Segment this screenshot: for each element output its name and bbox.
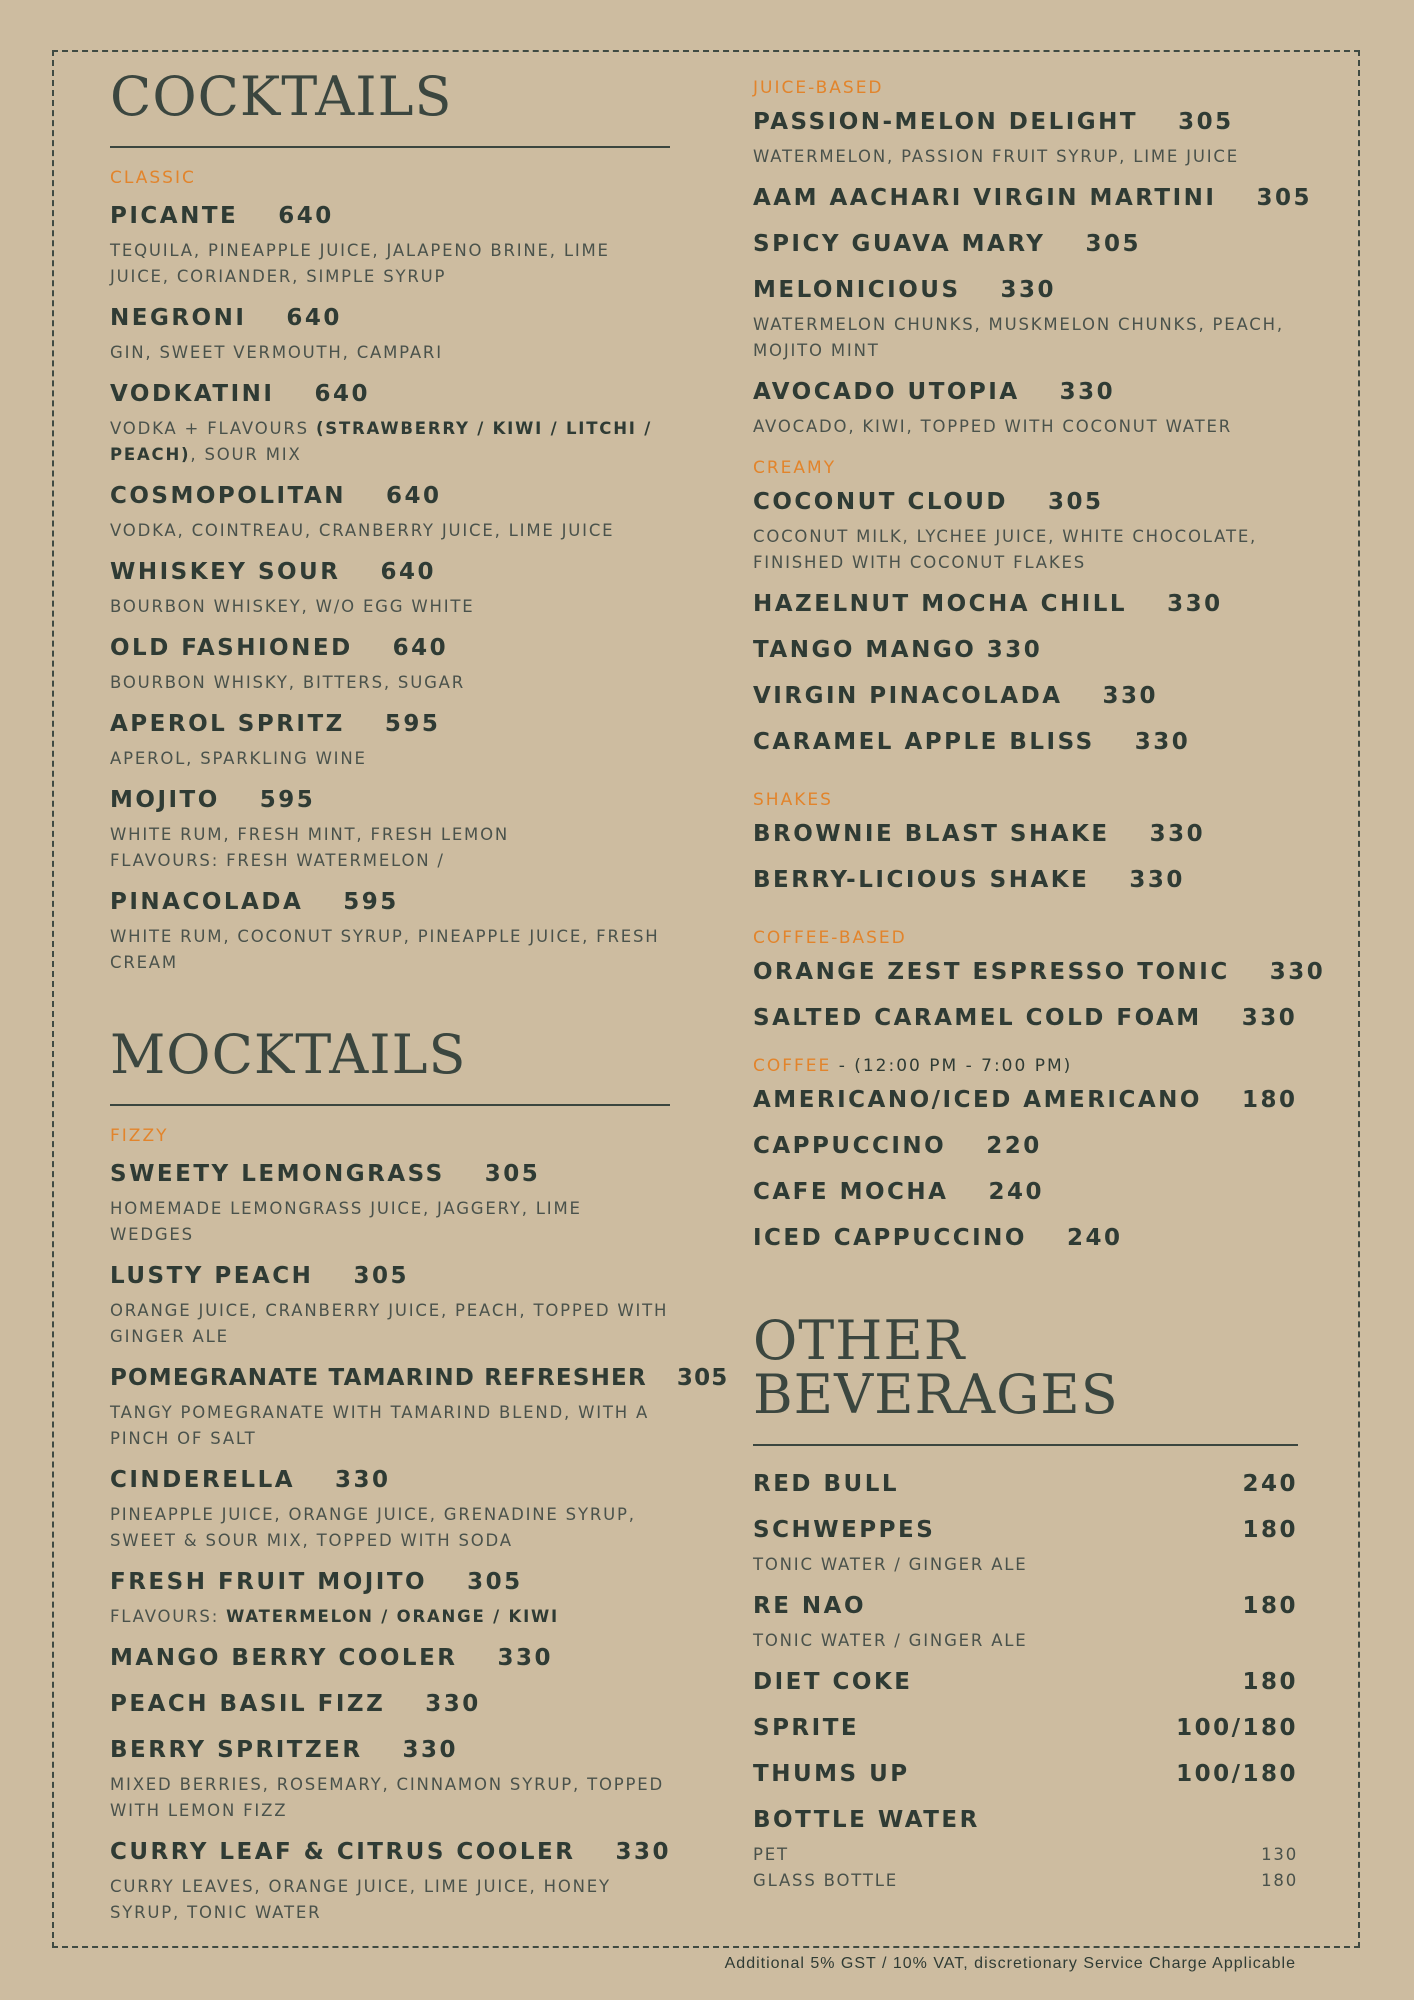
section-label-creamy: CREAMY [753,458,837,478]
item-name: AMERICANO/ICED AMERICANO [753,1087,1202,1113]
footer-note: Additional 5% GST / 10% VAT, discretionary Service Charge Applicable [724,1955,1296,1972]
item-name: PINACOLADA [110,889,304,915]
item-description: BOURBON WHISKEY, W/O EGG WHITE [110,597,475,616]
left-column [110,65,729,1926]
item-name: BOTTLE WATER [753,1807,980,1833]
section-label-juice: JUICE-BASED [753,78,884,98]
item-price: 330 [1134,729,1191,755]
other-beverages-title: OTHER BEVERAGES [753,1309,1119,1426]
item-price: 240 [988,1179,1044,1205]
item-name: CARAMEL APPLE BLISS [753,729,1095,755]
item-price: 330 [497,1645,554,1671]
item-name: VIRGIN PINACOLADA [753,683,1063,709]
item-description: ORANGE JUICE, CRANBERRY JUICE, PEACH, TOPPED WITH GINGER ALE [110,1301,669,1346]
item-name: WHISKEY SOUR [110,559,341,585]
item-description: GIN, SWEET VERMOUTH, CAMPARI [110,343,443,362]
item-price: 305 [1085,231,1141,257]
item-name: MELONICIOUS [753,277,961,303]
menu-item [753,1466,1298,1502]
item-description: MIXED BERRIES, ROSEMARY, CINNAMON SYRUP, TOPPED WITH LEMON FIZZ [110,1775,664,1820]
item-description: COCONUT MILK, LYCHEE JUICE, WHITE CHOCOLATE, FINISHED WITH COCONUT FLAKES [753,527,1258,572]
menu-item [753,180,1312,216]
item-price: 180 [1242,1669,1298,1695]
menu-item [753,484,1298,576]
menu-item [110,300,670,366]
menu-item-bottle-water [753,1802,1298,1894]
item-price: 640 [386,483,442,509]
item-description: WATERMELON, PASSION FRUIT SYRUP, LIME JUICE [753,147,1239,166]
menu-item [753,1512,1298,1578]
menu-item [753,1128,1298,1164]
item-price: 330 [1059,379,1116,405]
menu-item [753,586,1298,622]
item-name: COCONUT CLOUD [753,489,1009,515]
menu-item [110,376,670,468]
item-description: VODKA + FLAVOURS (STRAWBERRY / KIWI / LITCHI / PEACH), SOUR MIX [110,419,653,464]
item-name: CURRY LEAF & CITRUS COOLER [110,1839,576,1865]
menu-item [753,226,1298,262]
menu-item [110,1640,670,1676]
item-description: WHITE RUM, FRESH MINT, FRESH LEMON [110,825,510,844]
item-price: 180 [1242,1517,1298,1543]
section-label-coffee: COFFEE - (12:00 PM - 7:00 PM) [753,1056,1073,1076]
item-price: 305 [484,1161,541,1187]
menu-item [753,1082,1298,1118]
item-name: VODKATINI [110,381,275,407]
item-description: WHITE RUM, COCONUT SYRUP, PINEAPPLE JUICE, FRESH CREAM [110,927,660,972]
item-price: 220 [986,1133,1042,1159]
item-name: CINDERELLA [110,1467,296,1493]
item-name: PASSION-MELON DELIGHT [753,109,1139,135]
item-name: PEACH BASIL FIZZ [110,1691,386,1717]
menu-item [753,1756,1298,1792]
bottle-pet-price: 130 [1261,1845,1298,1864]
item-name: AVOCADO UTOPIA [753,379,1020,405]
item-price: 100/180 [1176,1761,1298,1787]
item-price: 330 [1102,683,1159,709]
menu-item [110,198,670,290]
item-price: 305 [467,1569,523,1595]
menu-item [753,724,1298,760]
item-name: BROWNIE BLAST SHAKE [753,821,1110,847]
item-price: 330 [1167,591,1223,617]
menu-item [753,816,1298,852]
mocktails-title: MOCKTAILS [110,1023,467,1086]
right-column [753,78,1326,1894]
item-price: 180 [1241,1087,1298,1113]
item-description: CURRY LEAVES, ORANGE JUICE, LIME JUICE, HONEY SYRUP, TONIC WATER [110,1877,611,1922]
menu-item [753,374,1298,440]
item-name: OLD FASHIONED [110,635,353,661]
menu-item [110,630,670,696]
menu-item [753,104,1298,170]
item-description: APEROL, SPARKLING WINE [110,749,367,768]
item-description: TONIC WATER / GINGER ALE [753,1631,1028,1650]
item-price: 330 [1149,821,1206,847]
menu-item [110,1564,670,1630]
item-price: 305 [353,1263,409,1289]
item-price: 330 [615,1839,671,1865]
item-name: SALTED CARAMEL COLD FOAM [753,1005,1202,1031]
item-name: COSMOPOLITAN [110,483,347,509]
item-description: WATERMELON CHUNKS, MUSKMELON CHUNKS, PEACH, MOJITO MINT [753,315,1284,360]
item-price: 330 [402,1737,459,1763]
item-price: 330 [1241,1005,1298,1031]
item-price: 305 [1048,489,1104,515]
menu-item [110,1732,670,1824]
item-price: 640 [278,203,334,229]
item-price: 100/180 [1176,1715,1298,1741]
item-price: 305 [1178,109,1234,135]
menu-item [110,1156,670,1248]
item-description: PINEAPPLE JUICE, ORANGE JUICE, GRENADINE SYRUP, SWEET & SOUR MIX, TOPPED WITH SODA [110,1505,636,1550]
menu-item [753,1220,1298,1256]
item-price: 595 [384,711,441,737]
item-name: BERRY-LICIOUS SHAKE [753,867,1090,893]
divider [110,1104,670,1106]
bottle-glass-label: GLASS BOTTLE [753,1871,898,1890]
item-name: MOJITO [110,787,220,813]
menu-item [753,954,1326,990]
section-label-coffee-based: COFFEE-BASED [753,928,907,948]
item-description: BOURBON WHISKY, BITTERS, SUGAR [110,673,466,692]
item-price: 330 [1129,867,1185,893]
item-name: RED BULL [753,1471,900,1497]
menu-item [110,884,670,976]
item-name: THUMS UP [753,1761,910,1787]
menu-item [110,478,670,544]
item-price: 595 [259,787,316,813]
menu-item [753,1000,1298,1036]
item-description: TONIC WATER / GINGER ALE [753,1555,1028,1574]
item-price: 240 [1242,1471,1298,1497]
menu-item [110,1360,729,1452]
item-name: DIET COKE [753,1669,913,1695]
item-price: 330 [425,1691,481,1717]
item-price: 305 [1256,185,1312,211]
menu-item [753,1588,1298,1654]
item-name: NEGRONI [110,305,247,331]
item-description: FLAVOURS: WATERMELON / ORANGE / KIWI [110,1607,559,1626]
item-name: MANGO BERRY COOLER [110,1645,458,1671]
section-label-fizzy: FIZZY [110,1126,169,1146]
item-price: 640 [392,635,449,661]
menu-item [110,706,670,772]
item-name: ORANGE ZEST ESPRESSO TONIC [753,959,1230,985]
bottle-pet-label: PET [753,1845,789,1864]
menu-item [753,272,1298,364]
item-name: RE NAO [753,1593,867,1619]
menu-item [110,1258,670,1350]
section-label-classic: CLASSIC [110,168,196,188]
item-price: 595 [343,889,399,915]
menu-item [110,782,670,874]
coffee-hours: - (12:00 PM - 7:00 PM) [831,1056,1073,1076]
menu-item [110,554,670,620]
menu-item [110,1462,670,1554]
item-description: HOMEMADE LEMONGRASS JUICE, JAGGERY, LIME WEDGES [110,1199,582,1244]
item-description: TANGY POMEGRANATE WITH TAMARIND BLEND, WITH A PINCH OF SALT [110,1403,650,1448]
item-name: APEROL SPRITZ [110,711,345,737]
item-price: 640 [314,381,370,407]
item-name: HAZELNUT MOCHA CHILL [753,591,1128,617]
cocktails-title: COCKTAILS [110,65,453,128]
menu-item [753,862,1298,898]
item-name: ICED CAPPUCCINO [753,1225,1027,1251]
divider [753,1444,1298,1446]
menu-item [753,678,1298,714]
item-name: SWEETY LEMONGRASS [110,1161,445,1187]
item-price: 305 [676,1365,729,1391]
item-name: FRESH FRUIT MOJITO [110,1569,428,1595]
menu-item [753,1664,1298,1700]
item-name: AAM AACHARI VIRGIN MARTINI [753,185,1217,211]
menu-item [110,1686,670,1722]
item-price: 330 [1000,277,1057,303]
item-name: POMEGRANATE TAMARIND REFRESHER [110,1365,647,1391]
item-name: BERRY SPRITZER [110,1737,363,1763]
item-name: CAFE MOCHA [753,1179,949,1205]
bottle-glass-price: 180 [1261,1871,1298,1890]
item-name: PICANTE [110,203,239,229]
menu-item [110,1834,670,1926]
item-name: SPRITE [753,1715,860,1741]
menu-item [753,1174,1298,1210]
item-description: AVOCADO, KIWI, TOPPED WITH COCONUT WATER [753,417,1232,436]
item-name: SPICY GUAVA MARY [753,231,1046,257]
item-description: VODKA, COINTREAU, CRANBERRY JUICE, LIME JUICE [110,521,615,540]
divider [110,146,670,148]
item-price: 330 [1269,959,1326,985]
menu-item [753,632,1298,668]
item-price: 330 [335,1467,391,1493]
item-price: 640 [380,559,436,585]
item-price: 640 [286,305,342,331]
item-price: 180 [1242,1593,1298,1619]
section-label-shakes: SHAKES [753,790,833,810]
item-name: LUSTY PEACH [110,1263,314,1289]
item-name: CAPPUCCINO [753,1133,947,1159]
menu-item [753,1710,1298,1746]
item-description: TEQUILA, PINEAPPLE JUICE, JALAPENO BRINE, LIME JUICE, CORIANDER, SIMPLE SYRUP [110,241,610,286]
item-name: SCHWEPPES [753,1517,936,1543]
item-description: FLAVOURS: FRESH WATERMELON / [110,851,445,870]
item-price: 240 [1066,1225,1123,1251]
item-name: TANGO MANGO 330 [753,637,1043,663]
